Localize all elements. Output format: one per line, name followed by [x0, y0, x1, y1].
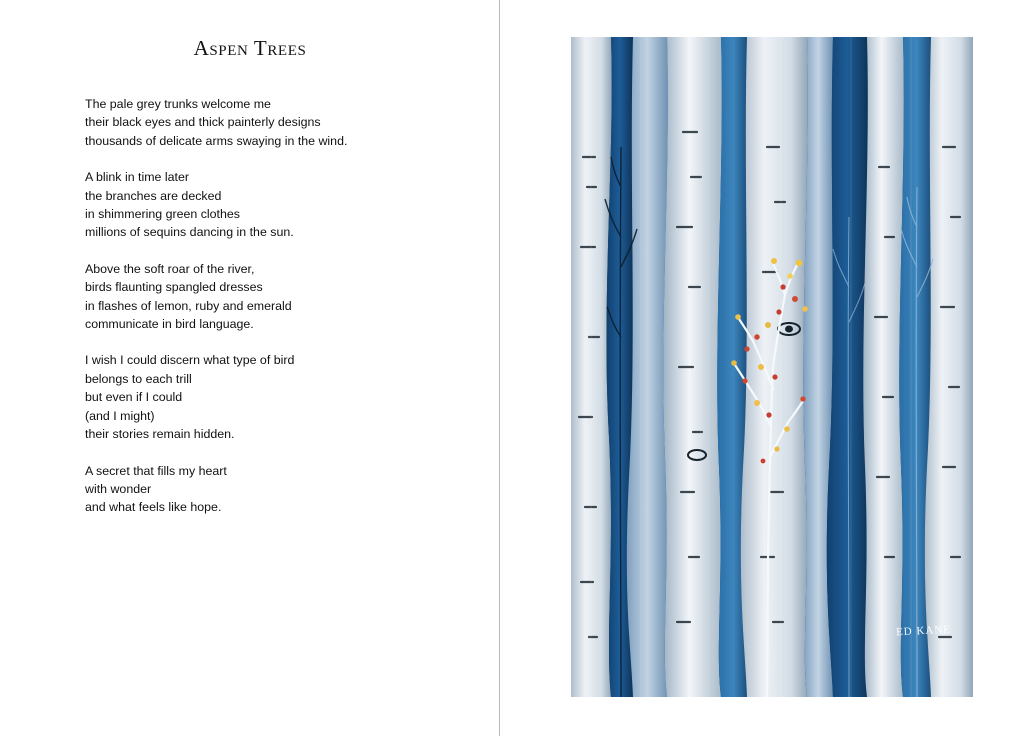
- page-title: Aspen Trees: [193, 36, 307, 60]
- poem-stanza: [85, 168, 465, 242]
- poem-line: the branches are decked: [85, 188, 222, 203]
- poem-stanza: [85, 260, 465, 334]
- poem-line: communicate in bird language.: [85, 317, 254, 332]
- poem-line: their black eyes and thick painterly designs: [85, 115, 321, 130]
- poem-line: birds flaunting spangled dresses: [85, 280, 263, 295]
- poem-stanza: [85, 462, 465, 517]
- poem-line: A secret that fills my heart: [85, 463, 227, 478]
- poem-line: in shimmering green clothes: [85, 207, 240, 222]
- poem-line: millions of sequins dancing in the sun.: [85, 225, 294, 240]
- poem-line: and what feels like hope.: [85, 500, 222, 515]
- poem-stanza: [85, 351, 465, 443]
- painting-canvas: [571, 37, 973, 697]
- poem-line: but even if I could: [85, 390, 183, 405]
- aspen-trees-painting: [571, 37, 973, 697]
- poem-line: their stories remain hidden.: [85, 427, 235, 442]
- poem-line: The pale grey trunks welcome me: [85, 97, 271, 111]
- poem-line: thousands of delicate arms swaying in the wind.: [85, 133, 348, 148]
- poem-line: Above the soft roar of the river,: [85, 261, 255, 276]
- poem-line: in flashes of lemon, ruby and emerald: [85, 298, 292, 313]
- poem-line: with wonder: [85, 481, 152, 496]
- poem-body: [85, 95, 465, 517]
- right-page: [500, 0, 1023, 736]
- poem-line: A blink in time later: [85, 170, 189, 185]
- artist-signature: ED KANE: [895, 623, 952, 639]
- poem-line: belongs to each trill: [85, 371, 192, 386]
- left-page: [0, 0, 500, 736]
- poem-line: (and I might): [85, 408, 155, 423]
- poem-stanza: [85, 95, 465, 150]
- poem-line: I wish I could discern what type of bird: [85, 353, 295, 368]
